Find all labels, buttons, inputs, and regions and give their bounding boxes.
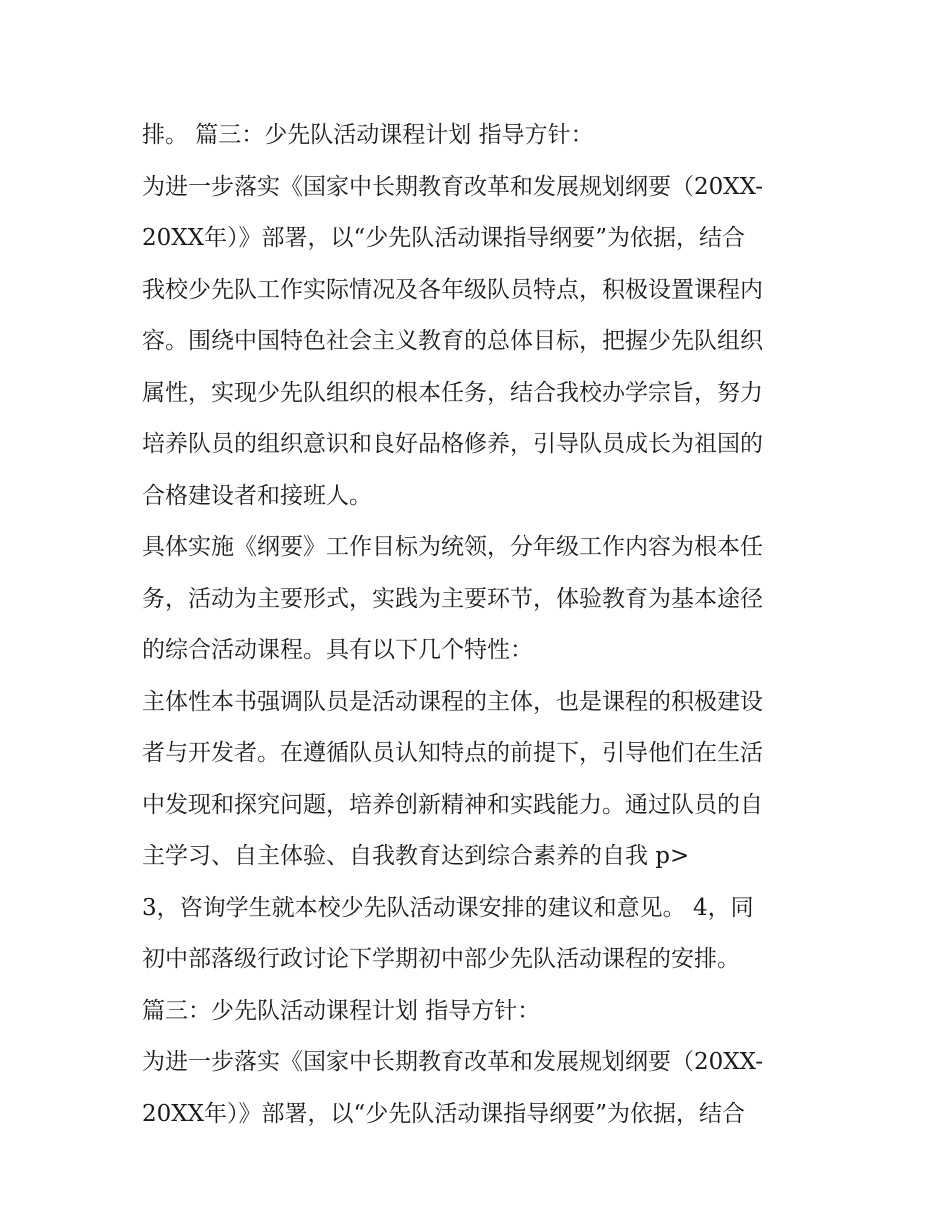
text-line: 20XX年）》部署，以“少先队活动课指导纲要”为依据，结合	[142, 1100, 746, 1127]
text-line: 20XX年）》部署，以“少先队活动课指导纲要”为依据，结合	[142, 225, 746, 251]
document-body	[142, 110, 822, 1140]
text-line: 3，咨询学生就本校少先队活动课安排的建议和意见。 4，同	[142, 894, 754, 921]
text-line: 务，活动为主要形式，实践为主要环节，体验教育为基本途径	[142, 585, 763, 612]
text-line: 为进一步落实《国家中长期教育改革和发展规划纲要（20XX-	[142, 173, 763, 200]
text-line: 者与开发者。在遵循队员认知特点的前提下，引导他们在生活	[142, 740, 763, 766]
text-line: 我校少先队工作实际情况及各年级队员特点，积极设置课程内	[142, 276, 763, 303]
text-line: 主体性本书强调队员是活动课程的主体，也是课程的积极建设	[142, 688, 763, 715]
text-line: 篇三：少先队活动课程计划 指导方针：	[142, 997, 541, 1024]
text-line: 属性，实现少先队组织的根本任务，结合我校办学宗旨，努力	[142, 379, 763, 406]
text-line: 的综合活动课程。具有以下几个特性：	[142, 637, 533, 663]
text-line: 中发现和探究问题，培养创新精神和实践能力。通过队员的自	[142, 791, 763, 818]
text-line: 主学习、自主体验、自我教育达到综合素养的自我 p>	[142, 843, 690, 869]
text-line: 为进一步落实《国家中长期教育改革和发展规划纲要（20XX-	[142, 1049, 763, 1075]
text-line: 合格建设者和接班人。	[142, 482, 372, 509]
text-line: 培养队员的组织意识和良好品格修养，引导队员成长为祖国的	[142, 431, 763, 457]
text-line: 具体实施《纲要》工作目标为统领，分年级工作内容为根本任	[142, 534, 763, 560]
text-line: 初中部落级行政讨论下学期初中部少先队活动课程的安排。	[142, 946, 740, 972]
text-line: 容。围绕中国特色社会主义教育的总体目标，把握少先队组织	[142, 328, 763, 354]
text-line: 排。 篇三：少先队活动课程计划 指导方针：	[142, 122, 594, 148]
